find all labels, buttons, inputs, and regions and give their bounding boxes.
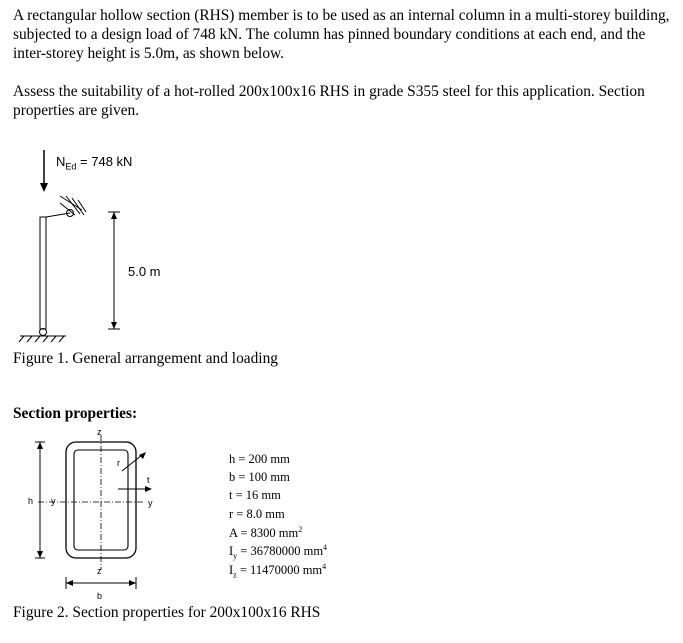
axis-y-left-label: y: [51, 496, 56, 506]
height-dimension-line: [108, 212, 120, 329]
load-label: [56, 154, 132, 172]
bottom-pin-support: [19, 329, 66, 343]
property-symbol: h: [229, 452, 236, 466]
h-label: h: [28, 496, 34, 506]
property-value: = 8.0 mm: [233, 507, 285, 521]
intro-paragraph-1: A rectangular hollow section (RHS) member is to be used as an internal column in a multi-storey building, subjected to a design load of 748 kN. The column has pinned boundary conditions at each end, and the inter-storey height is 5.0m, as shown below.: [13, 7, 670, 62]
intro-paragraph-2: Assess the suitability of a hot-rolled 200x100x16 RHS in grade S355 steel for this application. Section properties are given.: [13, 83, 645, 119]
axis-z-bottom-label: z: [97, 566, 102, 576]
b-label: b: [97, 591, 103, 601]
property-symbol: b: [229, 470, 236, 484]
load-subscript: Ed: [65, 161, 77, 172]
property-value: = 36780000 mm: [237, 544, 324, 559]
axis-y-right-label: y: [148, 498, 153, 508]
property-row: [229, 452, 290, 467]
property-row: [229, 470, 290, 485]
t-label: t: [147, 475, 150, 485]
r-leader: [122, 452, 146, 471]
height-label: 5.0 m: [128, 264, 161, 279]
property-symbol: r: [229, 507, 234, 521]
property-superscript: 4: [323, 543, 328, 552]
t-dimension: [118, 486, 152, 492]
property-row: [229, 488, 281, 503]
property-superscript: 4: [322, 562, 327, 571]
column-member: [40, 217, 46, 329]
r-label: r: [117, 458, 120, 468]
top-pin-support: [60, 196, 86, 217]
b-dimension: [66, 577, 136, 589]
property-symbol: A: [229, 526, 238, 541]
property-symbol: t: [229, 488, 233, 502]
axis-z-top-label: z: [97, 427, 102, 437]
load-arrow-head: [40, 183, 48, 192]
property-superscript: 2: [298, 525, 303, 534]
section-properties-heading: Section properties:: [13, 405, 138, 422]
h-dimension: [35, 442, 45, 558]
property-subscript: z: [233, 570, 237, 580]
property-value: = 16 mm: [232, 488, 281, 502]
property-value: = 11470000 mm: [236, 563, 323, 578]
figure-2-caption: Figure 2. Section properties for 200x100x16 RHS: [13, 604, 321, 621]
load-value: = 748 kN: [80, 154, 133, 169]
property-value: = 8300 mm: [237, 526, 299, 541]
property-value: = 200 mm: [235, 452, 290, 466]
property-subscript: y: [233, 551, 238, 561]
property-value: = 100 mm: [235, 470, 290, 484]
property-row: [229, 543, 327, 561]
figure-1-caption: Figure 1. General arrangement and loading: [13, 350, 278, 367]
property-row: [229, 507, 285, 522]
property-symbol: I: [229, 544, 234, 559]
property-row: [229, 562, 326, 580]
property-symbol: I: [229, 563, 234, 578]
load-symbol: N: [56, 154, 66, 169]
property-row: [229, 525, 302, 541]
